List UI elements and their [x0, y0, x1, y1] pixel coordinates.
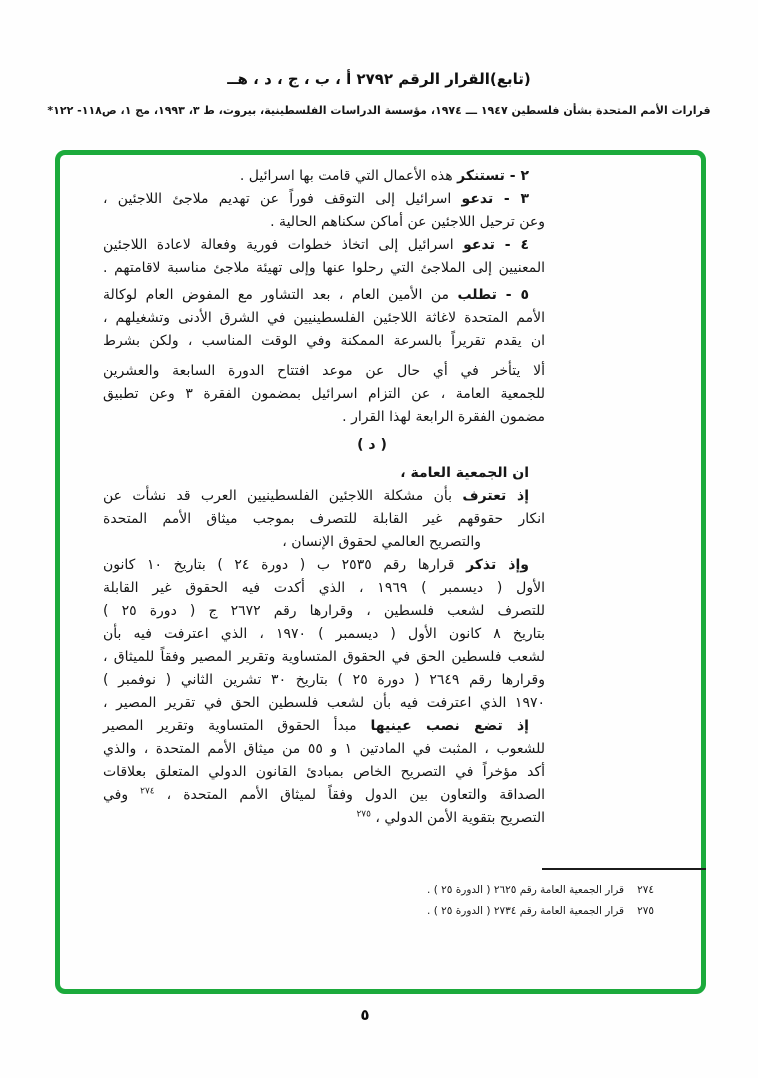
body-text: التصريح بتقوية الأمن الدولي ، — [370, 810, 545, 826]
body-text: والتصريح العالمي لحقوق الإنسان ، — [282, 534, 481, 550]
body-text: انكار حقوقهم غير القابلة للتصرف بموجب ميثاق الأمم المتحدة — [103, 511, 545, 527]
text-line — [103, 577, 545, 600]
body-text: المعنيين إلى الملاجئ التي رحلوا عنها وإلى تهيئة ملاجئ مناسبة لاقامتهم . — [103, 260, 545, 276]
clauses-2-5 — [103, 165, 545, 353]
text-line — [103, 360, 545, 383]
footnote-text: قرار الجمعية العامة رقم ٢٧٣٤ ( الدورة ٢٥ ) . — [427, 905, 625, 917]
bold-text: ٣ - تدعو — [461, 191, 529, 207]
text-line — [103, 211, 545, 234]
text-line — [103, 738, 545, 761]
body-text: وقرارها رقم ٢٦٤٩ ( دورة ٢٥ ) بتاريخ ٣٠ تشرين الثاني ( نوفمبر ) — [103, 672, 545, 688]
body-text: مضمون الفقرة الرابعة لهذا القرار . — [342, 409, 545, 425]
text-line — [103, 485, 545, 508]
text-line — [103, 600, 545, 623]
body-text: للجمعية العامة ، عن التزام اسرائيل بمضمون الفقرة ٣ وعن تطبيق — [103, 386, 545, 402]
body-text: الصداقة والتعاون بين الدول وفقاً لميثاق الأمم المتحدة ، — [154, 787, 546, 803]
text-line — [103, 406, 545, 429]
text-line — [103, 462, 545, 485]
text-line — [103, 646, 545, 669]
page-number: ٥ — [360, 1006, 370, 1024]
footnotes — [412, 880, 654, 922]
body-text: ألا يتأخر في أي حال عن موعد افتتاح الدورة السابعة والعشرين — [103, 363, 545, 379]
page-title: (تابع)القرار الرقم ٢٧٩٢ أ ، ب ، ج ، د ، هــ — [227, 70, 531, 88]
text-line — [103, 715, 545, 738]
citation-line: قرارات الأمم المتحدة بشأن فلسطين ١٩٤٧ ـــ ١٩٧٤، مؤسسة الدراسات الفلسطينية، بيروت، ط ٣، ١٩٩٣، مج ١، ص١١٨- ١٢٢* — [47, 104, 711, 117]
footnote-reference: ٢٧٥ — [356, 809, 371, 820]
text-line — [103, 807, 545, 830]
body-text: مبدأ الحقوق المتساوية وتقرير المصير — [103, 718, 371, 734]
body-text: وفي — [103, 787, 141, 803]
text-line — [103, 761, 545, 784]
footnote-text: قرار الجمعية العامة رقم ٢٦٢٥ ( الدورة ٢٥ ) . — [427, 884, 625, 896]
body-text: ان يقدم تقريراً بالسرعة الممكنة وفي الوقت المناسب ، ولكن بشرط — [103, 333, 545, 349]
text-line — [103, 284, 545, 307]
body-text: لشعب فلسطين الحق في الحقوق المتساوية وتقرير المصير وفقاً للميثاق ، — [103, 649, 545, 665]
footnote-reference: ٢٧٤ — [140, 786, 155, 797]
footnote-row — [412, 880, 654, 901]
text-line — [103, 257, 545, 280]
body-text: ١٩٧٠ الذي اعترفت فيه بأن لشعب فلسطين الحق في تقرير المصير ، — [103, 695, 545, 711]
resolution-text — [103, 165, 545, 830]
bold-text: إذ تعترف — [462, 488, 529, 504]
text-line — [103, 784, 545, 807]
footnote-number: ٢٧٥ — [637, 905, 654, 917]
body-text: بأن مشكلة اللاجئين الفلسطينيين العرب قد نشأت عن — [103, 488, 463, 504]
text-line — [103, 623, 545, 646]
text-line — [103, 554, 545, 577]
body-text: قرارها رقم ٢٥٣٥ ب ( دورة ٢٤ ) بتاريخ ١٠ كانون — [103, 557, 467, 573]
text-line — [103, 234, 545, 257]
body-text: للشعوب ، المثبت في المادتين ١ و ٥٥ من ميثاق الأمم المتحدة ، والذي — [103, 741, 545, 757]
text-line — [103, 330, 545, 353]
bold-text: وإذ تذكر — [466, 557, 529, 573]
body-text: وعن ترحيل اللاجئين عن أماكن سكناهم الحالية . — [270, 214, 545, 230]
body-text: للتصرف لشعب فلسطين ، وقرارها رقم ٢٦٧٢ ج ( دورة ٢٥ ) — [103, 603, 545, 619]
section-dal-heading: ( د ) — [357, 437, 387, 453]
text-line — [103, 165, 545, 188]
bold-text: ٥ - تطلب — [457, 287, 529, 303]
text-line — [103, 531, 545, 554]
body-text: الأول ( ديسمبر ) ١٩٦٩ ، الذي أكدت فيه الحقوق غير القابلة — [103, 580, 545, 596]
footnote-separator — [542, 868, 706, 870]
body-text: بتاريخ ٨ كانون الأول ( ديسمبر ) ١٩٧٠ ، الذي اعترفت فيه بأن — [103, 626, 545, 642]
section-dal — [103, 462, 545, 830]
body-text: أكد مؤخراً في التصريح الخاص بمبادئ القانون الدولي المتعلق بعلاقات — [103, 764, 545, 780]
text-line — [103, 188, 545, 211]
footnote-number: ٢٧٤ — [637, 884, 654, 896]
bold-text: ان الجمعية العامة ، — [400, 465, 529, 481]
bold-text: إذ تضع نصب عينيها — [370, 718, 529, 734]
text-line — [103, 508, 545, 531]
body-text: اسرائيل إلى التوقف فوراً عن تهديم ملاجئ اللاجئين ، — [103, 191, 462, 207]
footnote-row — [412, 901, 654, 922]
bold-text: ٤ - تدعو — [463, 237, 530, 253]
body-text: الأمم المتحدة لاغاثة اللاجئين الفلسطينيين في الشرق الأدنى وتشغيلهم ، — [103, 310, 545, 326]
body-text: اسرائيل إلى اتخاذ خطوات فورية وفعالة لاعادة اللاجئين — [103, 237, 464, 253]
bold-text: ٢ - تستنكر — [457, 168, 529, 184]
clause-5-continuation — [103, 360, 545, 429]
text-line — [103, 307, 545, 330]
body-text: هذه الأعمال التي قامت بها اسرائيل . — [239, 168, 458, 184]
text-line — [103, 692, 545, 715]
text-line — [103, 669, 545, 692]
text-line — [103, 383, 545, 406]
body-text: من الأمين العام ، بعد التشاور مع المفوض العام لوكالة — [103, 287, 458, 303]
